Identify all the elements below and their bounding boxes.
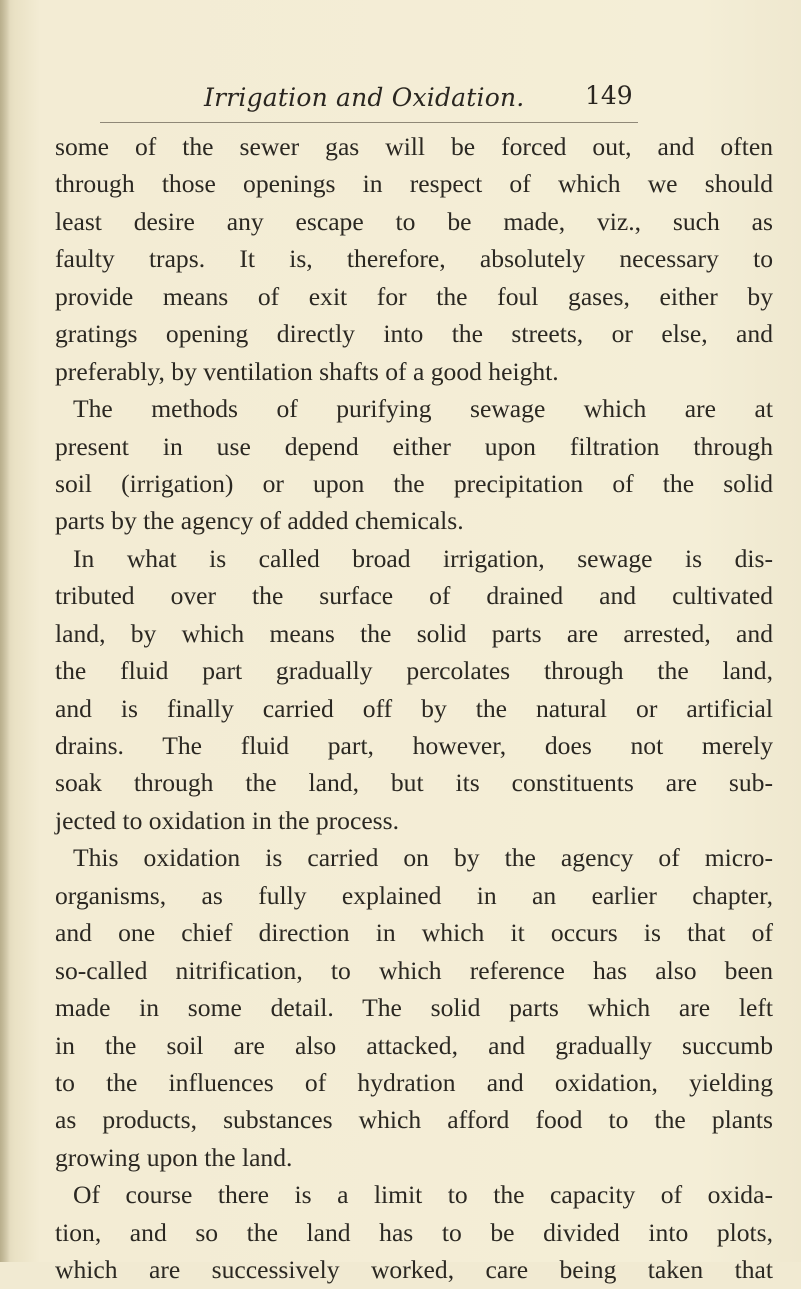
text-line: growing upon the land. [55, 1142, 293, 1172]
text-line: some of the sewer gas will be forced out, and often [55, 132, 773, 161]
text-line: organisms, as fully explained in an earlier chapter, [55, 880, 773, 910]
text-line: to the influences of hydration and oxidation, yielding [55, 1067, 773, 1097]
header-rule [100, 122, 638, 123]
text-line: soak through the land, but its constituents are sub- [55, 768, 773, 798]
text-line: parts by the agency of added chemicals. [55, 506, 464, 536]
text-line: faulty traps. It is, therefore, absolutely necessary to [55, 244, 773, 274]
text-line: soil (irrigation) or upon the precipitation of the solid [55, 468, 773, 498]
text-line: through those openings in respect of which we should [55, 169, 773, 199]
body-text [55, 128, 773, 1289]
text-line: present in use depend either upon filtration through [55, 431, 773, 461]
text-line: so-called nitrification, to which reference has also been [55, 955, 773, 985]
text-line: and one chief direction in which it occurs is that of [55, 918, 773, 948]
text-line: which are successively worked, care being taken that [55, 1255, 773, 1285]
text-line: In what is called broad irrigation, sewage is dis- [73, 543, 773, 573]
text-line: provide means of exit for the foul gases, either by [55, 281, 773, 311]
text-line: as products, substances which afford food to the plants [55, 1105, 773, 1135]
text-line: jected to oxidation in the process. [55, 805, 400, 835]
text-line: made in some detail. The solid parts which are left [55, 993, 773, 1023]
text-line: This oxidation is carried on by the agency of micro- [73, 843, 773, 873]
text-line: Of course there is a limit to the capacity of oxida- [73, 1180, 773, 1210]
text-line: the fluid part gradually percolates through the land, [55, 656, 773, 686]
text-line: gratings opening directly into the streets, or else, and [55, 319, 773, 349]
page-number: 149 [585, 81, 633, 110]
page-gutter-shadow [0, 0, 10, 1262]
text-line: drains. The fluid part, however, does not merely [55, 731, 773, 760]
text-line: in the soil are also attacked, and gradually succumb [55, 1030, 773, 1060]
page-header [0, 0, 801, 130]
text-line: preferably, by ventilation shafts of a good height. [55, 356, 559, 386]
text-line: tributed over the surface of drained and cultivated [55, 581, 773, 611]
running-title: Irrigation and Oxidation. [204, 83, 525, 112]
text-line: The methods of purifying sewage which are at [73, 394, 773, 424]
text-line: least desire any escape to be made, viz., such as [55, 206, 773, 236]
text-line: and is finally carried off by the natural or artificial [55, 693, 773, 723]
text-line: land, by which means the solid parts are arrested, and [55, 618, 773, 648]
text-line: tion, and so the land has to be divided into plots, [55, 1217, 773, 1247]
